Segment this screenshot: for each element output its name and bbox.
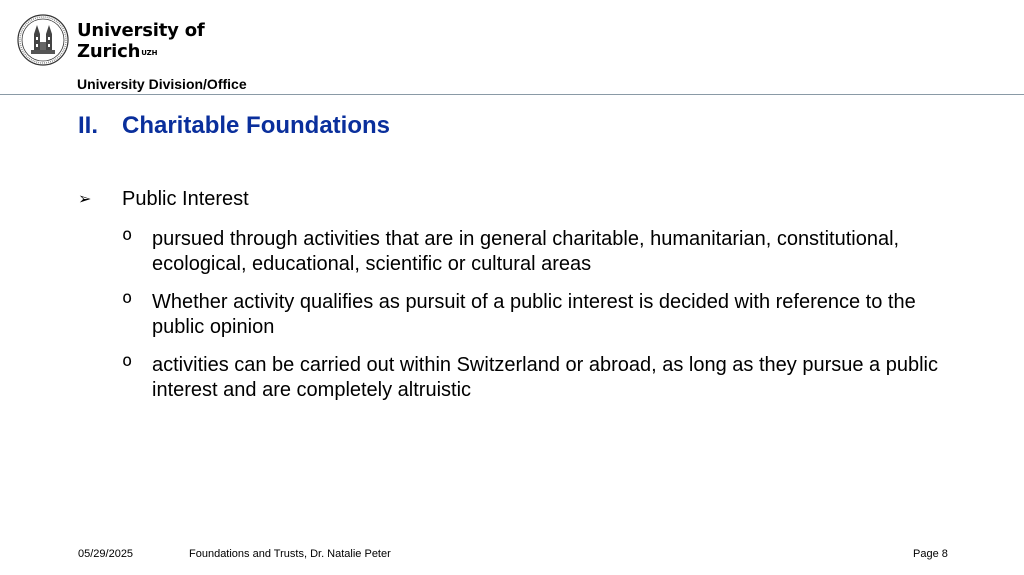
circle-bullet-icon: o: [122, 351, 133, 371]
sub-bullet-text: Whether activity qualifies as pursuit of a public interest is decided with reference to the public opinion: [152, 291, 916, 338]
sub-bullet-text: pursued through activities that are in general charitable, humanitarian, constitutional, ecological, educational, scientific or cultural areas: [152, 228, 900, 275]
sub-bullet-item: [122, 290, 962, 340]
sub-bullet-text: activities can be carried out within Switzerland or abroad, as long as they pursue a public interest and are completely altruistic: [152, 354, 938, 401]
circle-bullet-icon: o: [122, 288, 133, 308]
university-seal-icon: [17, 14, 69, 66]
section-number: II.: [78, 112, 99, 139]
footer-course: Foundations and Trusts, Dr. Natalie Peter: [189, 548, 391, 560]
logo-uzh-superscript: UZH: [141, 49, 158, 57]
header-divider: [0, 94, 1024, 95]
logo-zurich: Zurich: [77, 41, 141, 62]
division-label: University Division/Office: [77, 76, 247, 92]
footer-page-number: Page 8: [913, 548, 948, 560]
circle-bullet-icon: o: [122, 225, 133, 245]
logo-line-1: University of: [77, 20, 205, 41]
sub-bullet-item: [122, 227, 962, 277]
arrow-bullet-icon: ➢: [78, 189, 92, 208]
footer-date: 05/29/2025: [78, 548, 134, 560]
university-logo-text: [77, 20, 205, 62]
bullet-label: Public Interest: [122, 188, 249, 210]
section-title: Charitable Foundations: [122, 112, 391, 139]
sub-bullet-item: [122, 353, 962, 403]
logo-line-2: [77, 41, 205, 62]
